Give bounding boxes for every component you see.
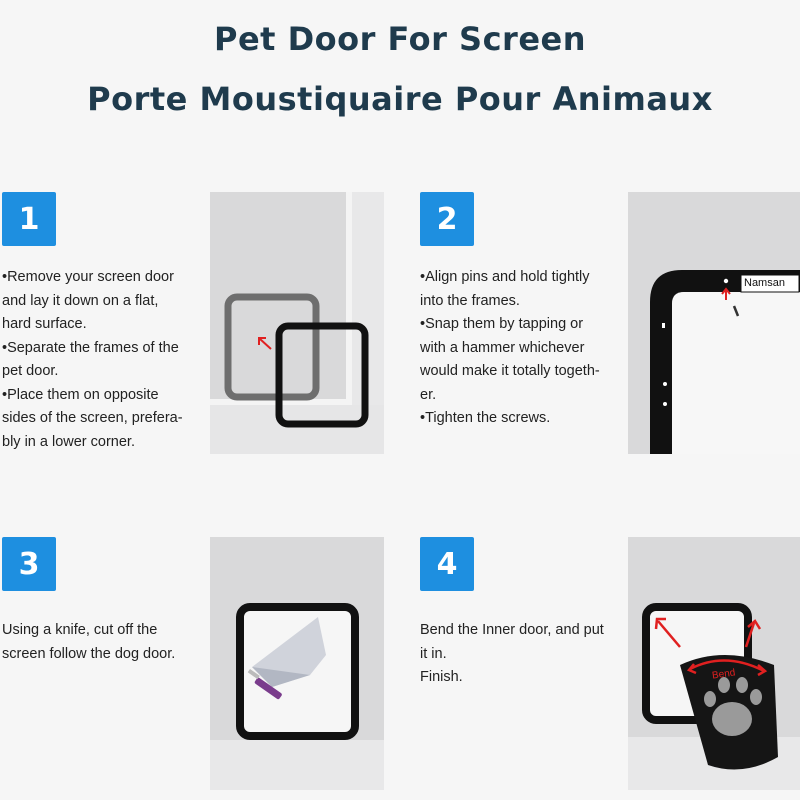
step-2-line: •Tighten the screws. <box>420 410 551 426</box>
bend-label: Bend <box>711 667 737 682</box>
step-2-line: •Align pins and hold tightly <box>420 269 590 285</box>
step-4-illustration <box>628 537 800 790</box>
step-1-text <box>2 266 183 454</box>
step-1-line: and lay it down on a flat, <box>2 292 159 309</box>
step-1-line: •Place them on opposite <box>2 386 159 403</box>
step-4-text <box>420 619 604 690</box>
step-1-badge: 1 <box>2 192 56 246</box>
step-2-illustration <box>628 192 800 454</box>
step-3-badge: 3 <box>2 537 56 591</box>
step-2-line: •Snap them by tapping or <box>420 316 584 332</box>
step-3-line: screen follow the dog door. <box>2 645 176 662</box>
brand-label: Namsan <box>744 277 785 289</box>
step-2-line: with a hammer whichever <box>420 339 585 356</box>
step-2-line: would make it totally togeth- <box>420 363 600 379</box>
step-2-line: into the frames. <box>420 292 520 309</box>
step-1-line: bly in a lower corner. <box>2 433 135 450</box>
step-1-line: sides of the screen, prefera- <box>2 410 183 426</box>
page-title: Pet Door For Screen <box>214 20 586 58</box>
step-1-line: •Separate the frames of the <box>2 339 179 356</box>
step-3-text <box>2 619 175 666</box>
step-1-line: hard surface. <box>2 316 87 332</box>
step-3-line: Using a knife, cut off the <box>2 622 158 638</box>
step-1-line: pet door. <box>2 363 59 379</box>
step-4-badge: 4 <box>420 537 474 591</box>
step-1-illustration <box>210 192 384 454</box>
step-3-illustration <box>210 537 384 790</box>
step-1-line: •Remove your screen door <box>2 269 174 285</box>
page-subtitle: Porte Moustiquaire Pour Animaux <box>87 80 713 118</box>
step-2-text <box>420 266 600 431</box>
step-4-line: Finish. <box>420 669 463 685</box>
step-4-line: it in. <box>420 645 447 662</box>
step-4-line: Bend the Inner door, and put <box>420 622 604 638</box>
step-2-line: er. <box>420 386 437 403</box>
step-2-badge: 2 <box>420 192 474 246</box>
